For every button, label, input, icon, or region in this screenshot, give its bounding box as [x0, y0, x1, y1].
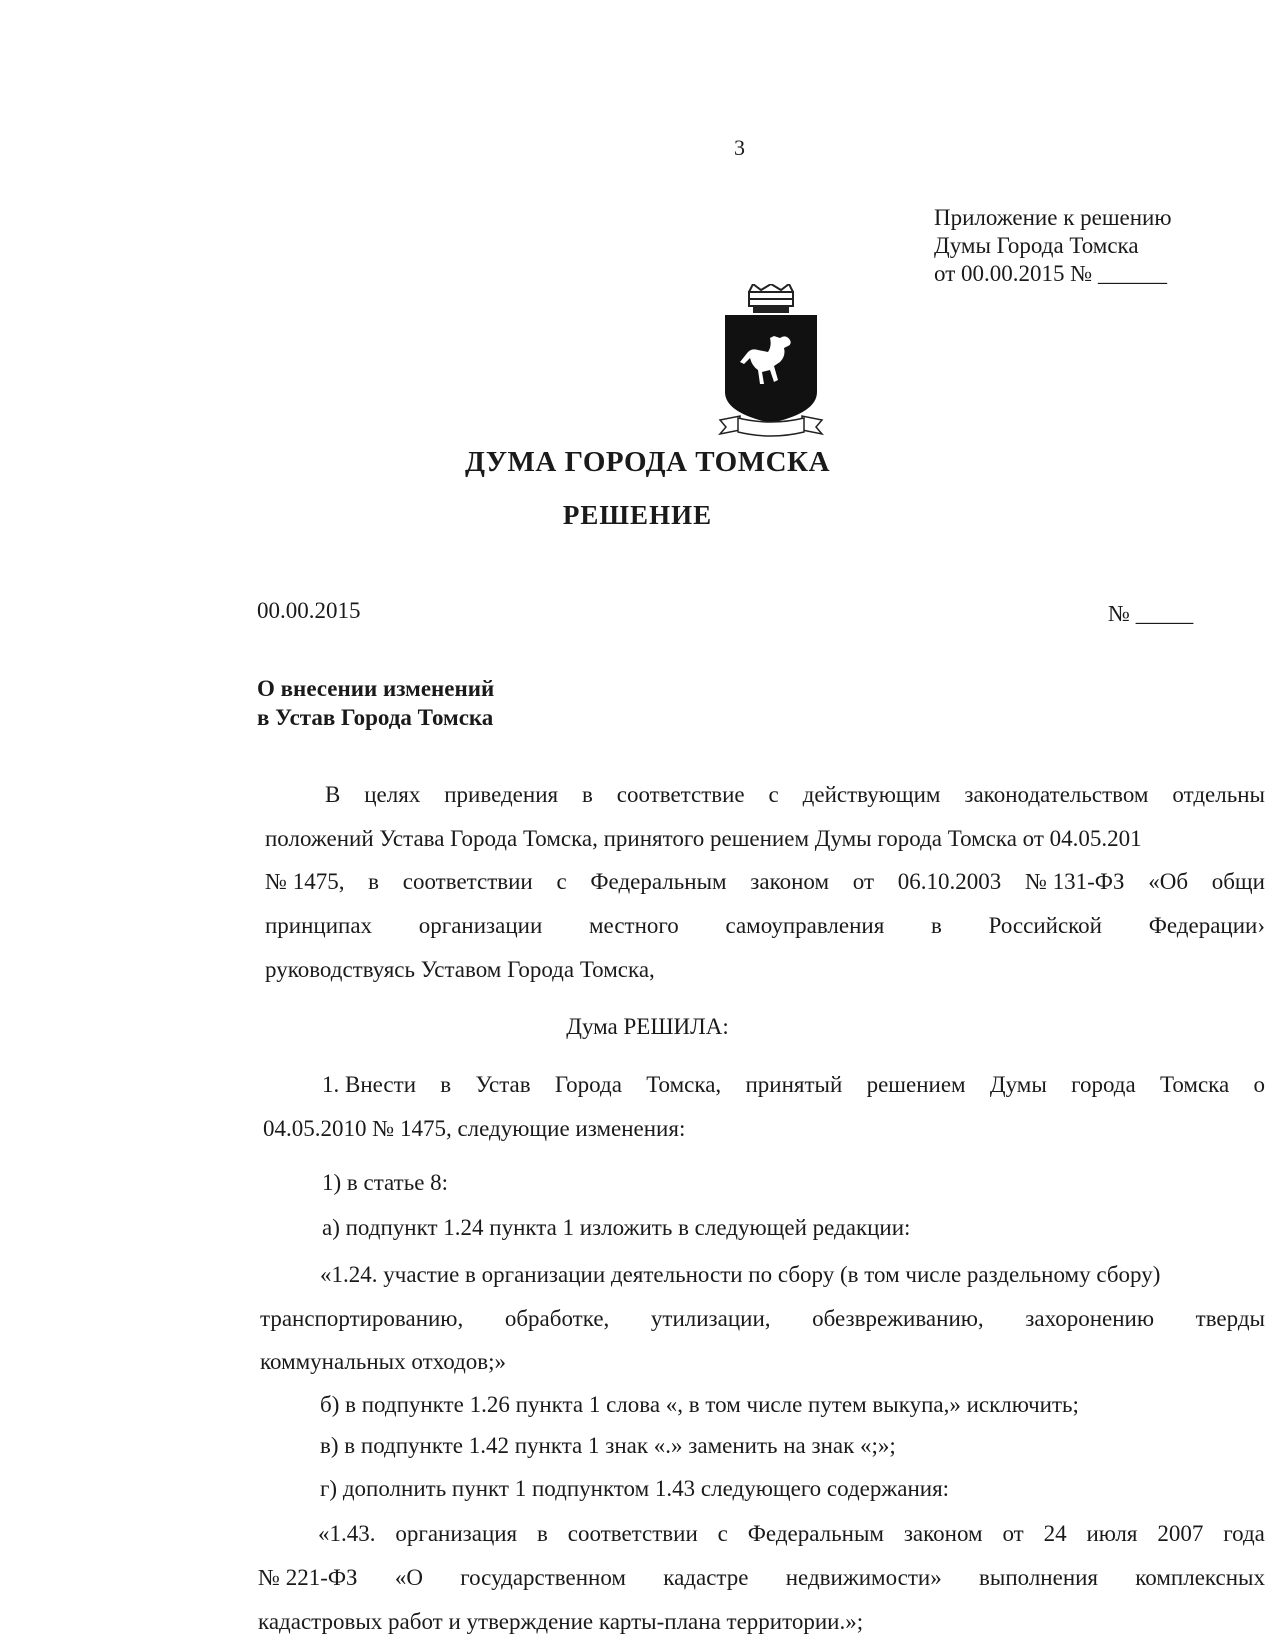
word: принципах: [265, 913, 373, 938]
word: Федеральным: [590, 869, 727, 894]
quote-124-line-2: [260, 1306, 1265, 1332]
item1-line-2: 04.05.2010 № 1475, следующие изменения:: [263, 1116, 686, 1141]
word: 1. Внести: [322, 1072, 416, 1097]
word: в: [582, 782, 593, 807]
word: решением: [866, 1072, 966, 1097]
word: недвижимости»: [785, 1565, 942, 1590]
subitem-a: а) подпункт 1.24 пункта 1 изложить в следующей редакции:: [322, 1215, 911, 1240]
word: от: [852, 869, 874, 894]
word: «Об: [1148, 869, 1189, 894]
decided-heading: Дума РЕШИЛА:: [566, 1014, 729, 1039]
appendix-line-3: от 00.00.2015 № ______: [934, 261, 1167, 286]
word: организация: [395, 1521, 518, 1546]
word: обработке,: [504, 1306, 610, 1331]
word: № 131-ФЗ: [1024, 869, 1125, 894]
word: года: [1223, 1521, 1265, 1546]
word: местного: [588, 913, 679, 938]
preamble-line-5: руководствуясь Уставом Города Томска,: [265, 957, 655, 982]
word: с: [768, 782, 779, 807]
word: № 221-ФЗ: [258, 1565, 358, 1590]
quote-143-line-1: [318, 1521, 1265, 1547]
word: соответствие: [616, 782, 745, 807]
word: Томска,: [646, 1072, 722, 1097]
word: Думы: [989, 1072, 1047, 1097]
word: кадастре: [663, 1565, 749, 1590]
word: с: [556, 869, 567, 894]
preamble-line-2: положений Устава Города Томска, принятого решением Думы города Томска от 04.05.201: [265, 826, 1142, 851]
word: соответствии: [402, 869, 533, 894]
document-subject: [257, 674, 494, 732]
item1-line-1: [322, 1072, 1265, 1098]
subject-line-2: в Устав Города Томска: [257, 705, 494, 730]
word: транспортированию,: [260, 1306, 464, 1331]
word: в: [537, 1521, 548, 1546]
word: с: [717, 1521, 728, 1546]
word: о: [1253, 1072, 1265, 1097]
subitem-1: 1) в статье 8:: [322, 1170, 449, 1195]
word: самоуправления: [725, 913, 885, 938]
word: организации: [418, 913, 543, 938]
organization-title: ДУМА ГОРОДА ТОМСКА: [464, 446, 831, 478]
page-number: 3: [734, 135, 745, 160]
word: Томска: [1160, 1072, 1230, 1097]
word: Российской: [988, 913, 1102, 938]
subitem-b: б) в подпункте 1.26 пункта 1 слова «, в том числе путем выкупа,» исключить;: [320, 1392, 1079, 1417]
word: выполнения: [979, 1565, 1099, 1590]
word: действующим: [802, 782, 941, 807]
word: комплексных: [1135, 1565, 1265, 1590]
word: Федеральным: [747, 1521, 884, 1546]
word: законодательством: [964, 782, 1149, 807]
word: обезвреживанию,: [812, 1306, 984, 1331]
word: отдельны: [1172, 782, 1265, 807]
quote-143-line-2: [258, 1565, 1265, 1591]
word: целях: [364, 782, 421, 807]
word: государственном: [460, 1565, 626, 1590]
word: В: [325, 782, 341, 807]
word: тверды: [1195, 1306, 1265, 1331]
word: «1.43.: [318, 1521, 376, 1546]
document-type-heading: РЕШЕНИЕ: [562, 500, 713, 530]
word: «О: [394, 1565, 423, 1590]
subject-line-1: О внесении изменений: [257, 676, 495, 701]
word: 24: [1043, 1521, 1067, 1546]
word: июля: [1086, 1521, 1138, 1546]
quote-124-line-1: «1.24. участие в организации деятельности по сбору (в том числе раздельному сбору): [320, 1262, 1161, 1287]
word: захоронению: [1025, 1306, 1155, 1331]
crown-icon: [749, 284, 793, 312]
word: законом: [750, 869, 830, 894]
subitem-g: г) дополнить пункт 1 подпунктом 1.43 следующего содержания:: [320, 1476, 950, 1501]
quote-124-line-3: коммунальных отходов;»: [260, 1349, 507, 1374]
word: законом: [903, 1521, 983, 1546]
word: от: [1002, 1521, 1024, 1546]
preamble-line-1: [325, 782, 1265, 808]
tomsk-coat-of-arms-emblem: [716, 284, 826, 444]
word: города: [1071, 1072, 1136, 1097]
preamble-line-3: [265, 869, 1265, 895]
appendix-line-2: Думы Города Томска: [934, 233, 1139, 258]
word: 2007: [1157, 1521, 1204, 1546]
word: утилизации,: [650, 1306, 771, 1331]
word: № 1475,: [265, 869, 345, 894]
word: в: [368, 869, 380, 894]
word: общи: [1211, 869, 1265, 894]
document-date: 00.00.2015: [257, 598, 361, 623]
word: в: [931, 913, 942, 938]
document-number: № _____: [1108, 601, 1194, 626]
quote-143-line-3: кадастровых работ и утверждение карты-плана территории.»;: [258, 1609, 864, 1634]
word: Города: [554, 1072, 622, 1097]
word: 06.10.2003: [897, 869, 1002, 894]
appendix-note: [934, 204, 1172, 288]
word: в: [440, 1072, 452, 1097]
appendix-line-1: Приложение к решению: [934, 205, 1172, 230]
word: приведения: [444, 782, 559, 807]
preamble-line-4: [265, 913, 1265, 939]
word: Федерации›: [1148, 913, 1265, 938]
word: соответствии: [567, 1521, 698, 1546]
word: принятый: [745, 1072, 843, 1097]
subitem-v: в) в подпункте 1.42 пункта 1 знак «.» заменить на знак «;»;: [320, 1433, 896, 1458]
word: Устав: [475, 1072, 531, 1097]
